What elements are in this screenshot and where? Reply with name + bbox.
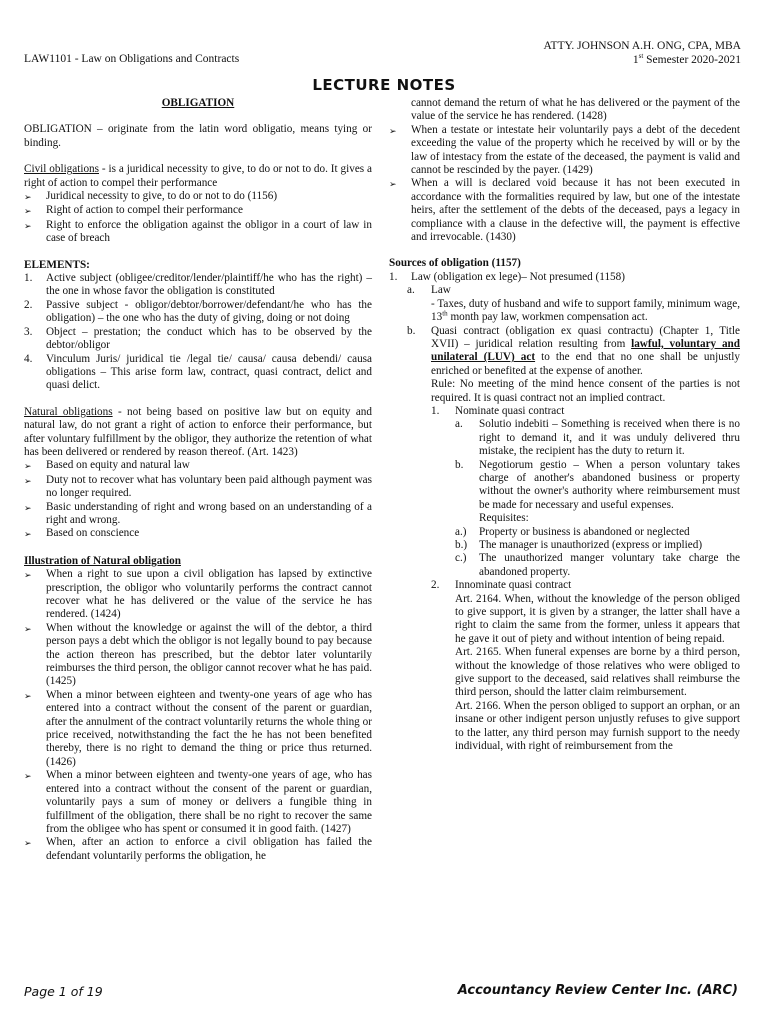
arrow-bullet-icon	[24, 689, 46, 769]
arrow-bullet-icon	[24, 219, 46, 246]
list-item: ➢ When a right to sue upon a civil obligation has lapsed by extinctive prescription, the obligor who voluntarily performs the contract cannot recover what he has delivered or the value of the service he has rendered. (1424)	[24, 568, 372, 622]
list-item: ➢ When a minor between eighteen and twenty-one years of age, who has entered into a contract without the consent of the parent or guardian, voluntarily pays a sum of money or delivers a fungible thing in fulfillment of the obligation, there shall be no right to recover the same from the obligee who has spent or consumed it in good faith. (1427)	[24, 769, 372, 836]
list-item: 4. Vinculum Juris/ juridical tie /legal tie/ causa/ causa debendi/ causa obligations – This arise form law, contract, quasi contract, delict and quasi delict.	[24, 352, 372, 392]
header-course: LAW1101 - Law on Obligations and Contracts	[24, 53, 240, 65]
list-item: 3. Object – prestation; the conduct which has to be observed by the debtor/obligor	[24, 325, 372, 352]
right-column	[389, 97, 740, 754]
arrow-bullet-icon	[24, 459, 46, 473]
arrow-bullet-icon	[24, 501, 46, 528]
list-item: 2. Innominate quasi contract	[431, 579, 572, 592]
left-column	[24, 97, 372, 863]
list-item: a. Law	[407, 284, 451, 297]
civil-obligations-paragraph: Civil obligations - is a juridical necessity to give, to do or not to do. It gives a right of action to compel their performance	[24, 163, 372, 189]
article-paragraph: Art. 2166. When the person obliged to support an orphan, or an insane or other indigent person unjustly refuses to give support to the latter, any third person may furnish support to the needy individual, with right of reimbursement from the	[455, 699, 740, 753]
arrow-bullet-icon	[24, 527, 46, 541]
list-item: 1. Law (obligation ex lege)– Not presumed (1158)	[389, 270, 625, 283]
list-item: ➢ When a testate or intestate heir voluntarily pays a debt of the decedent exceeding the value of the property which he received by will or by the law of intestacy from the estate of the deceased, the payment is valid and cannot be rescinded by the payer. (1429)	[389, 124, 740, 178]
law-examples: - Taxes, duty of husband and wife to support family, minimum wage, 13th month pay law, workmen compensation act.	[431, 297, 740, 324]
list-item: ➢ Juridical necessity to give, to do or not to do (1156)	[24, 190, 372, 204]
arrow-bullet-icon	[24, 474, 46, 501]
arrow-bullet-icon	[24, 769, 46, 836]
header-author-block	[544, 39, 741, 67]
article-paragraph: Art. 2165. When funeral expenses are borne by a third person, without the knowledge of those relatives who were obliged to give support to the deceased, said relatives shall reimburse the third person, should the latter claim reimbursement.	[455, 646, 740, 699]
continued-text: cannot demand the return of what he has delivered or the payment of the value of the service he has rendered. (1428)	[411, 97, 740, 123]
list-item: ➢ When a minor between eighteen and twenty-one years of age who has entered into a contract without the consent of the parent or guardian, after the annulment of the contract voluntarily returns the whole thing or price received, notwithstanding the fact the he has not been benefited thereby, there is no right to demand the thing or price thus returned. (1426)	[24, 689, 372, 769]
luv-term: lawful, voluntary and unilateral (LUV) act	[431, 337, 740, 364]
list-item: 1. Active subject (obligee/creditor/lender/plaintiff/he who has the right) – the one in whose favor the obligation is constituted	[24, 272, 372, 298]
arrow-bullet-icon	[24, 836, 46, 863]
arrow-bullet-icon	[389, 177, 411, 244]
list-item: ➢ Basic understanding of right and wrong based on an understanding of a right and wrong.	[24, 501, 372, 528]
natural-obligations-paragraph: Natural obligations - not being based on positive law but on equity and natural law, do not grant a right of action to enforce their performance, but after voluntary fulfillment by the obligor, they authorize the retention of what has been delivered or rendered by reason thereof. (Art. 1423)	[24, 405, 372, 458]
list-item: c.) The unauthorized manger voluntary take charge the abandoned property.	[455, 552, 740, 578]
civil-obligations-term: Civil obligations	[24, 163, 99, 176]
header-author: ATTY. JOHNSON A.H. ONG, CPA, MBA	[543, 40, 741, 52]
list-item: b.) The manager is unauthorized (express or implied)	[455, 539, 703, 551]
arrow-bullet-icon	[24, 568, 46, 622]
obligation-definition: OBLIGATION – originate from the latin word obligatio, means tying or binding.	[24, 123, 372, 149]
list-item: ➢ Based on conscience	[24, 527, 372, 541]
section-heading-obligation: OBLIGATION	[161, 97, 235, 109]
list-item: b. Quasi contract (obligation ex quasi contractu) (Chapter 1, Title XVII) – juridical relation resulting from lawful, voluntary and unilateral (LUV) act to the end that no one shall be unjustly enriched or benefited at the expense of another.	[407, 324, 740, 377]
list-item: ➢ Duty not to recover what has voluntary been paid although payment was no longer required.	[24, 474, 372, 501]
arrow-bullet-icon	[389, 124, 411, 178]
natural-obligations-term: Natural obligations	[24, 405, 113, 418]
list-item: ➢ When, after an action to enforce a civil obligation has failed the defendant voluntarily performs the obligation, he	[24, 836, 372, 863]
list-item: ➢ Right to enforce the obligation against the obligor in a court of law in case of breach	[24, 219, 372, 246]
list-item: 1. Nominate quasi contract	[431, 404, 565, 417]
elements-heading: ELEMENTS:	[24, 258, 90, 271]
page-number: Page 1 of 19	[24, 984, 103, 999]
arrow-bullet-icon	[24, 622, 46, 689]
list-item: ➢ When a will is declared void because it has not been executed in accordance with the formalities required by law, but one of the intestate heirs, after the settlement of the debts of the deceased, pays a legacy in compliance with a clause in the defective will, the payment is effective and irrevocable. (1430)	[389, 177, 740, 244]
list-item: ➢ Based on equity and natural law	[24, 459, 372, 473]
list-item: ➢ Right of action to compel their performance	[24, 204, 372, 218]
list-item: a. Solutio indebiti – Something is received when there is no right to demand it, and it was unduly delivered thru mistake, the recipient has the duty to return it.	[455, 418, 740, 458]
article-paragraph: Art. 2164. When, without the knowledge of the person obliged to give support, it is given by a stranger, the latter shall have a right to claim the same from the former, unless it appears that he gave it out of piety and without intention of being repaid.	[455, 592, 740, 645]
list-item: ➢ When without the knowledge or against the will of the debtor, a third person pays a debt which the obligor is not legally bound to pay because the action thereon has prescribed, but the debtor later voluntarily reimburses the third person, the obligor cannot recover what he has paid. (1425)	[24, 622, 372, 689]
arrow-bullet-icon	[24, 204, 46, 218]
header-semester: 1st Semester 2020-2021	[632, 52, 741, 66]
rule-text: Rule: No meeting of the mind hence consent of the parties is not required. It is quasi contract not an implied contract.	[431, 378, 740, 404]
page-title: LECTURE NOTES	[312, 76, 456, 94]
illustration-heading: Illustration of Natural obligation	[24, 554, 181, 567]
arrow-bullet-icon	[24, 190, 46, 204]
sources-heading: Sources of obligation (1157)	[389, 257, 521, 270]
list-item: 2. Passive subject - obligor/debtor/borrower/defendant/he who has the obligation) – the one who has the duty of giving, doing or not doing	[24, 298, 372, 325]
requisites-label: Requisites:	[479, 512, 529, 525]
list-item: b. Negotiorum gestio – When a person voluntary takes charge of another's abandoned business or property without the owner's authority where reimbursement must be made for necessary and useful expenses.	[455, 458, 740, 511]
list-item: a.) Property or business is abandoned or neglected	[455, 525, 690, 538]
footer-organization: Accountancy Review Center Inc. (ARC)	[457, 983, 738, 998]
